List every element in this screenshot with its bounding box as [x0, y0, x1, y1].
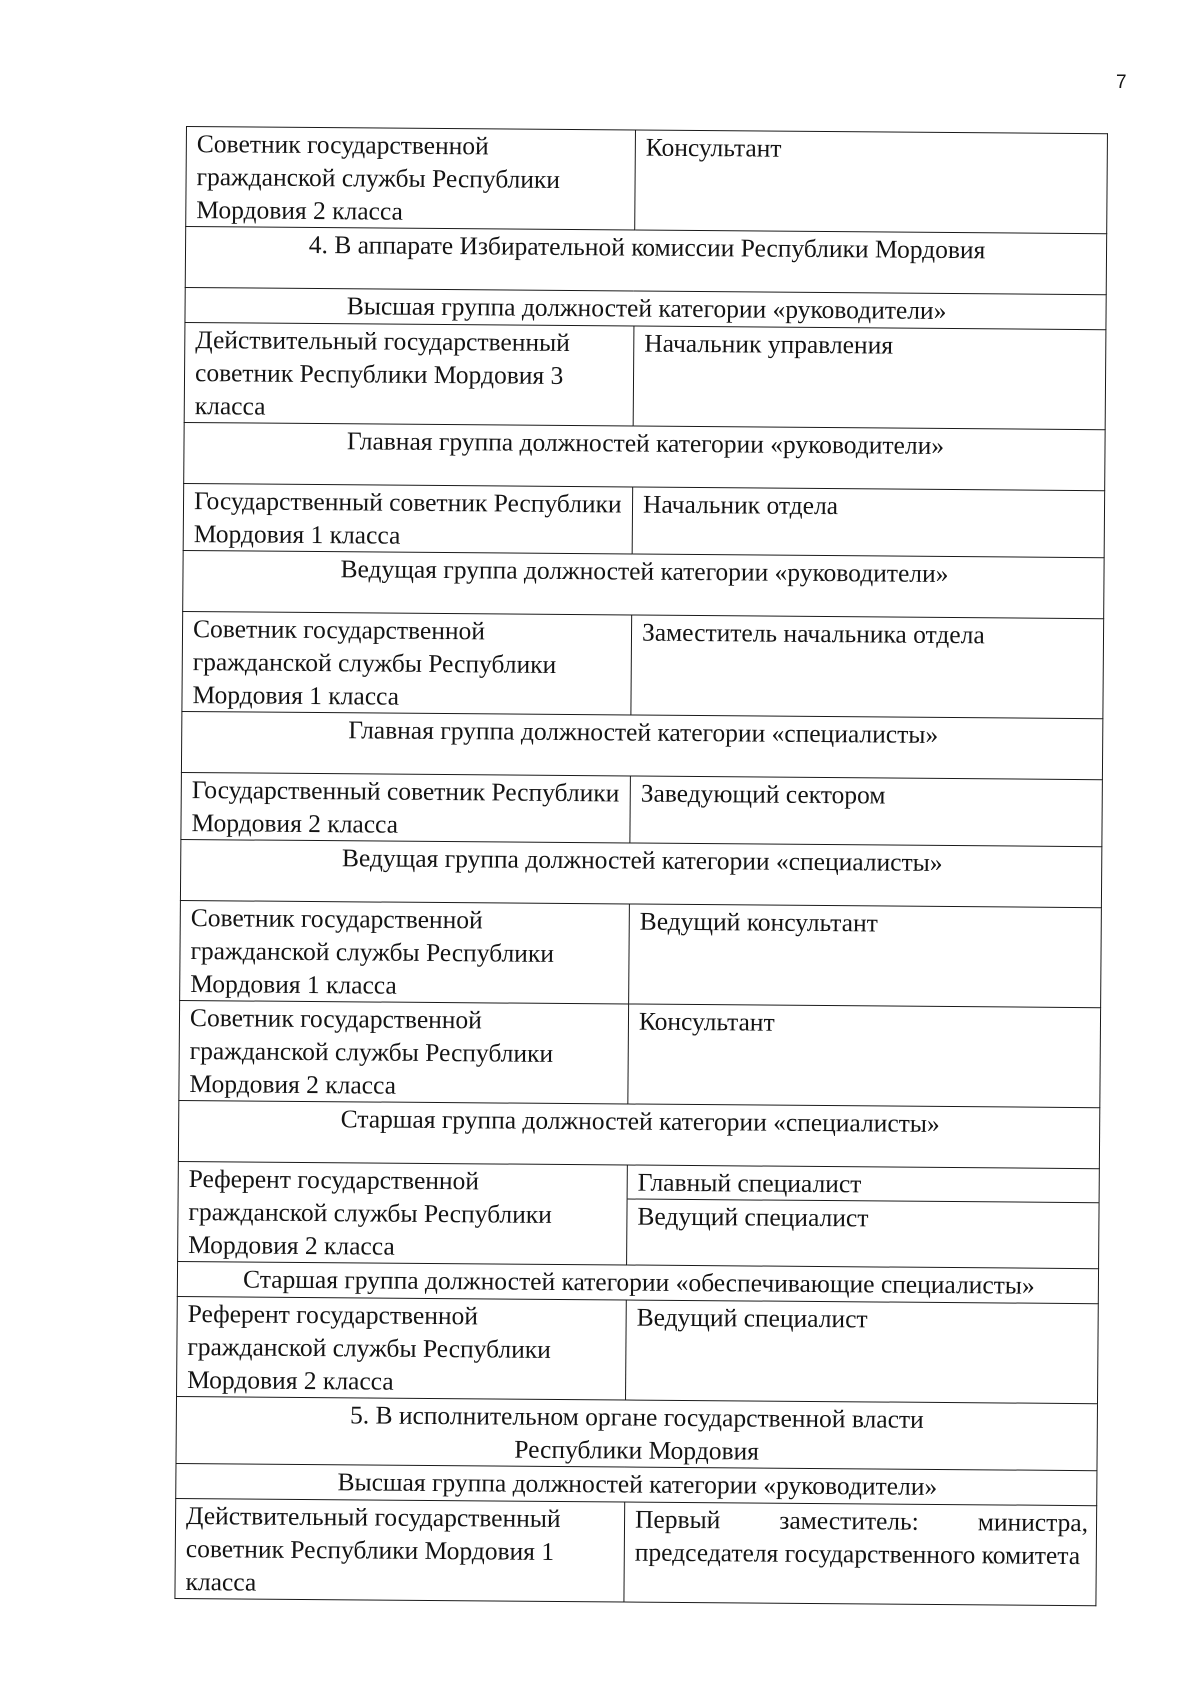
- group-heading: Высшая группа должностей категории «руководители»: [185, 287, 1106, 329]
- group-heading: Ведущая группа должностей категории «руководители»: [183, 550, 1104, 618]
- position-title: Заместитель начальника отдела: [641, 617, 985, 650]
- table-row: [178, 1161, 1100, 1268]
- group-heading-row: [180, 839, 1101, 907]
- rank-cell: Действительный государственный советник Республики Мордовия 3 класса: [184, 322, 634, 426]
- section-heading: 5. В исполнительном органе государственной власти Республики Мордовия: [176, 1396, 1097, 1470]
- position-title: Консультант: [645, 132, 782, 163]
- position-cell: [625, 1300, 1098, 1404]
- table-row: [183, 483, 1104, 557]
- position-cell: [635, 130, 1108, 234]
- group-heading-row: [183, 550, 1104, 618]
- position-title: Начальник отдела: [642, 489, 839, 521]
- position-cell: [624, 1502, 1097, 1606]
- section-heading-row: [185, 227, 1106, 295]
- position-cell: [632, 487, 1105, 558]
- document-sheet: [174, 126, 1108, 1606]
- rank-cell: Советник государственной гражданской службы Республики Мордовия 2 класса: [179, 1000, 629, 1104]
- position-title: Заведующий сектором: [640, 778, 886, 810]
- rank-cell: Референт государственной гражданской службы Республики Мордовия 2 класса: [177, 1296, 627, 1400]
- position-cell: [630, 776, 1103, 847]
- position-title: Консультант: [638, 1006, 775, 1037]
- position-cell: [628, 1004, 1101, 1108]
- position-cell: [631, 615, 1104, 719]
- rank-cell: Референт государственной гражданской службы Республики Мордовия 2 класса: [178, 1161, 628, 1265]
- section-heading-row: [176, 1396, 1097, 1470]
- group-heading-row: [178, 1100, 1099, 1168]
- table-row: [186, 127, 1108, 234]
- rank-cell: Действительный государственный советник Республики Мордовия 1 класса: [175, 1498, 625, 1602]
- position-title: Главный специалист: [637, 1167, 862, 1199]
- group-heading: Старшая группа должностей категории «специалисты»: [178, 1100, 1099, 1168]
- group-heading: Главная группа должностей категории «руководители»: [184, 422, 1105, 490]
- section-heading: 4. В аппарате Избирательной комиссии Республики Мордовия: [185, 227, 1106, 295]
- group-heading: Высшая группа должностей категории «руководители»: [176, 1463, 1097, 1505]
- rank-cell: Государственный советник Республики Мордовия 2 класса: [181, 772, 630, 843]
- position-classification-table: [174, 126, 1108, 1606]
- position-title: Ведущий специалист: [636, 1302, 868, 1334]
- rank-cell: Советник государственной гражданской службы Республики Мордовия 1 класса: [180, 900, 630, 1004]
- page-number: 7: [1116, 72, 1127, 93]
- position-cell: [627, 1165, 1100, 1269]
- group-heading-row: [181, 711, 1102, 779]
- table-row: [180, 900, 1102, 1007]
- position-cell: [629, 904, 1102, 1008]
- position-cell: [633, 326, 1106, 430]
- position-title: Ведущий консультант: [639, 906, 878, 938]
- position-title: Ведущий специалист: [627, 1199, 1098, 1237]
- table-row: [184, 322, 1106, 429]
- table-row: [175, 1498, 1097, 1605]
- table-row: [181, 772, 1102, 846]
- position-title: Первый заместитель: министра, председателя государственного комитета: [634, 1504, 1089, 1571]
- group-heading: Главная группа должностей категории «специалисты»: [181, 711, 1102, 779]
- rank-cell: Советник государственной гражданской службы Республики Мордовия 1 класса: [182, 611, 632, 715]
- group-heading: Ведущая группа должностей категории «специалисты»: [180, 839, 1101, 907]
- table-row: [182, 611, 1104, 718]
- position-title: Начальник управления: [644, 328, 894, 360]
- rank-cell: Советник государственной гражданской службы Республики Мордовия 2 класса: [186, 127, 636, 231]
- table-row: [179, 1000, 1101, 1107]
- table-row: [177, 1296, 1099, 1403]
- group-heading: Старшая группа должностей категории «обеспечивающие специалисты»: [177, 1261, 1098, 1303]
- group-heading-row: [184, 422, 1105, 490]
- rank-cell: Государственный советник Республики Мордовия 1 класса: [183, 483, 632, 554]
